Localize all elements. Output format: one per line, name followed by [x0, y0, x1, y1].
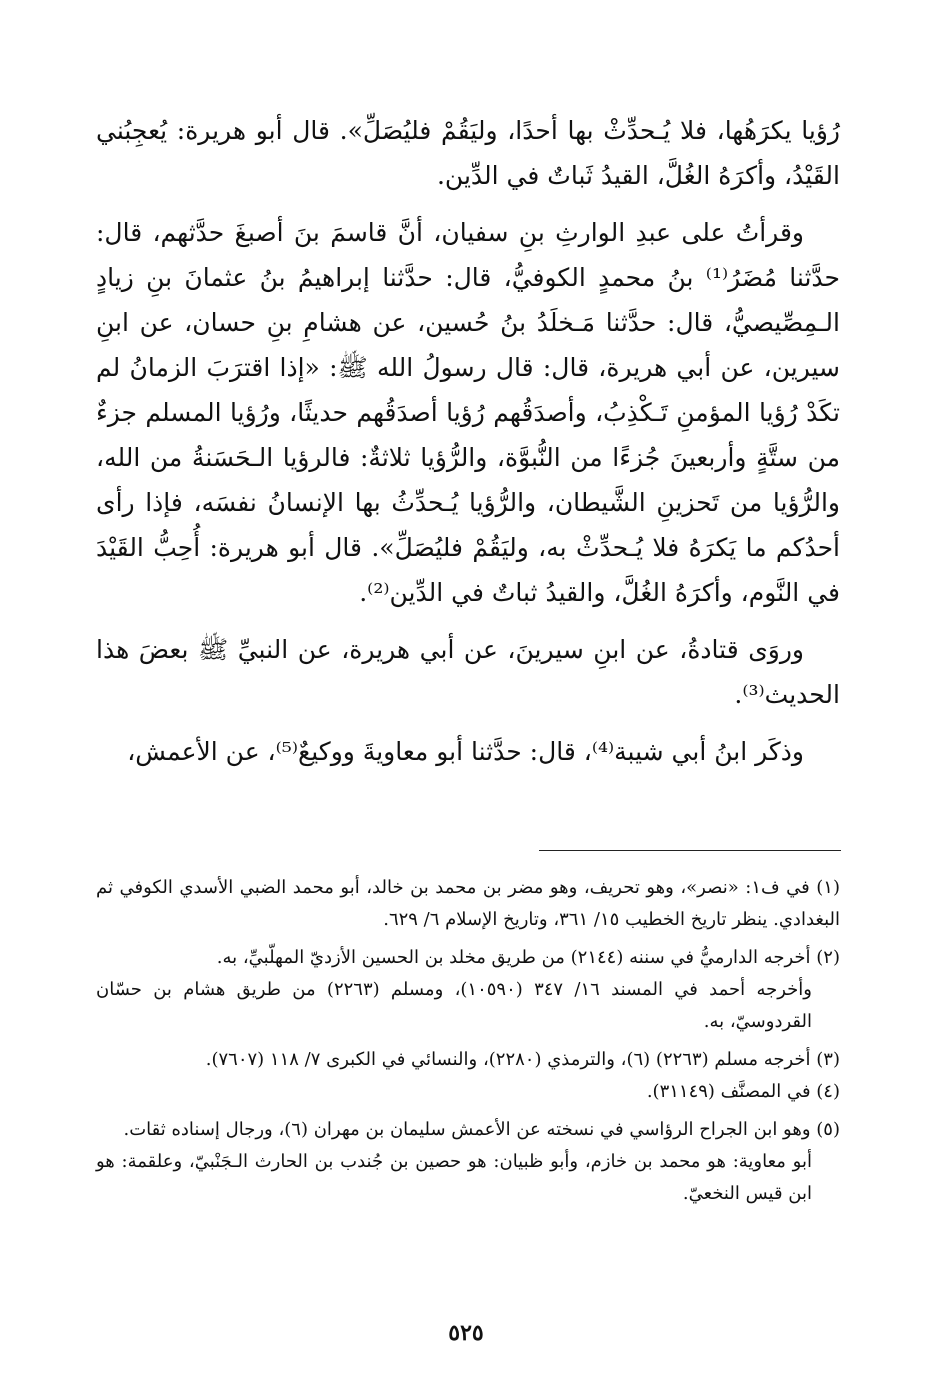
page-number: ٥٢٥ — [448, 1320, 484, 1346]
footnote-2: (٢) أخرجه الدارميُّ في سننه (٢١٤٤) من طريق مخلد بن الحسين الأزديّ المهلّبيِّ، به. — [216, 947, 840, 968]
footnote-3: (٣) أخرجه مسلم (٢٢٦٣) (٦)، والترمذي (٢٢٨٠)، والنسائي في الكبرى ٧/ ١١٨ (٧٦٠٧). — [205, 1049, 840, 1070]
footnote-1: (١) في ف١: «نصر»، وهو تحريف، وهو مضر بن محمد بن خالد، أبو محمد الضبي الأسدي الكوفي ثم البغدادي. ينظر تاريخ الخطيب ١٥/ ٣٦١، وتاريخ الإسلام ٦/ ٦٢٩. — [96, 877, 840, 930]
paragraph-3: وروَى قتادةُ، عن ابنِ سيرينَ، عن أبي هريرة، عن النبيِّ ﷺ بعضَ هذا الحديث⁽³⁾. — [96, 635, 840, 709]
footnote-4: (٤) في المصنَّف (٣١١٤٩). — [646, 1081, 840, 1102]
paragraph-4: وذكَر ابنُ أبي شيبة⁽⁴⁾، قال: حدَّثنا أبو معاويةَ ووكيعٌ⁽⁵⁾، عن الأعمش، — [127, 737, 804, 766]
footnotes — [96, 872, 840, 1210]
footnote-2-continuation: وأخرجه أحمد في المسند ١٦/ ٣٤٧ (١٠٥٩٠)، ومسلم (٢٢٦٣) من طريق هشام بن حسّان القردوسيّ، به. — [96, 979, 812, 1032]
paragraph-2: وقرأتُ على عبدِ الوارثِ بنِ سفيان، أنَّ قاسمَ بنَ أصبغَ حدَّثهم، قال: حدَّثنا مُضَرُ⁽¹⁾ بنُ محمدٍ الكوفيُّ، قال: حدَّثنا إبراهيمُ بنُ عثمانَ بنِ زيادٍ الـمِصِّيصيُّ، قال: حدَّثنا مَـخلَدُ بنُ حُسين، عن هشامِ بنِ حسان، عن ابنِ سيرين، عن أبي هريرة، قال: قال رسولُ الله ﷺ: «إذا اقترَبَ الزمانُ لم تكَدْ رُؤيا المؤمنِ تَـكْذِبُ، وأصدَقُهم رُؤيا أصدَقُهم حديثًا، ورُؤيا المسلم جزءٌ من ستَّةٍ وأربعينَ جُزءًا من النُّبوَّة، والرُّؤيا ثلاثةٌ: فالرؤيا الـحَسَنةُ من الله، والرُّؤيا من تَحزينِ الشَّيطان، والرُّؤيا يُـحدِّثُ بها الإنسانُ نفسَه، فإذا رأى أحدُكم ما يَكرَهُ فلا يُـحدِّثْ به، وليَقُمْ فليُصَلِّ». قال أبو هريرة: أُحِبُّ القَيْدَ في النَّوم، وأكرَهُ الغُلَّ، والقيدُ ثباتٌ في الدِّين⁽²⁾. — [96, 218, 840, 607]
paragraph-1: رُؤيا يكرَهُها، فلا يُـحدِّثْ بها أحدًا، وليَقُمْ فليُصَلِّ». قال أبو هريرة: يُعجِبُني القَيْدُ، وأكرَهُ الغُلَّ، القيدُ ثَباتٌ في الدِّين. — [96, 116, 840, 190]
footnote-divider — [539, 850, 841, 851]
footnote-5-continuation: أبو معاوية: هو محمد بن خازم، وأبو ظبيان: هو حصين بن جُندب بن الحارث الـجَنْبيّ، وعلقمة: هو ابن قيس النخعيّ. — [96, 1151, 812, 1204]
footnote-5: (٥) وهو ابن الجراح الرؤاسي في نسخته عن الأعمش سليمان بن مهران (٦)، ورجال إسناده ثقات. — [123, 1119, 840, 1140]
main-text — [96, 108, 840, 774]
